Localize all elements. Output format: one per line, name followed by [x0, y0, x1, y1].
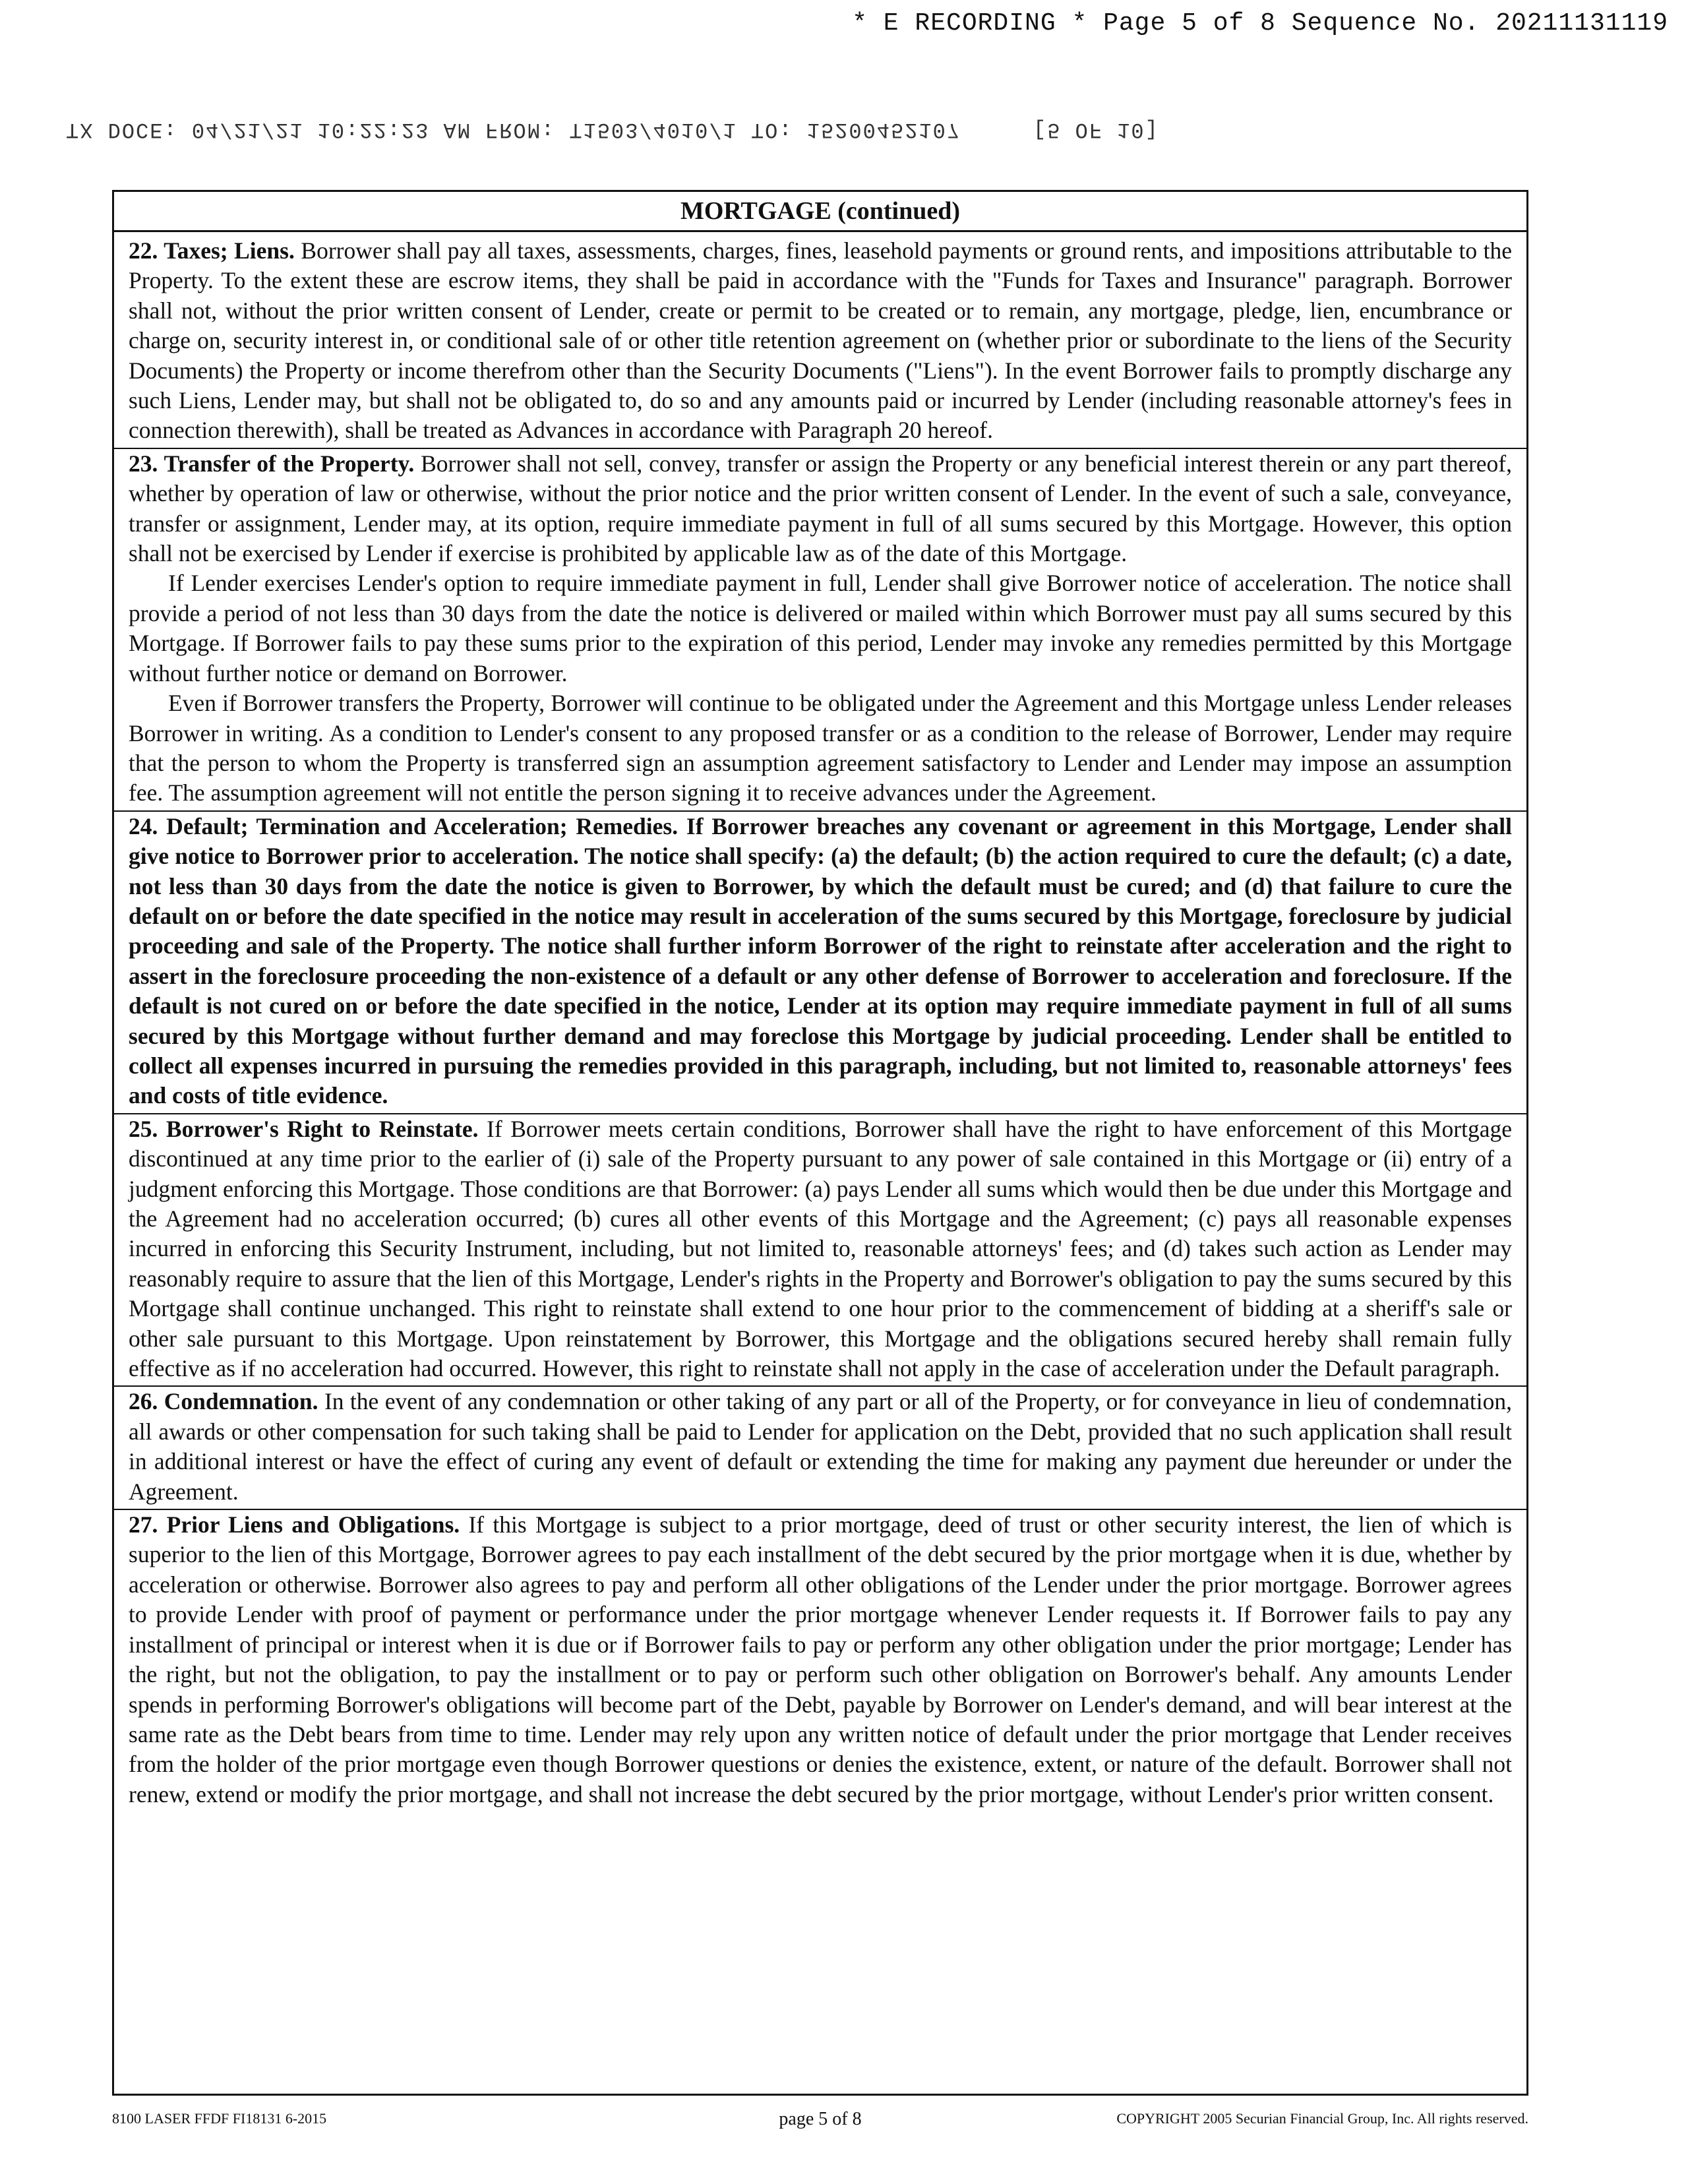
section-text: If this Mortgage is subject to a prior mortgage, deed of trust or other security interest, the lien of which is superior to the lien of this Mortgage, Borrower agrees to pay each installment of the debt secured by the prior mortgage when it is due, whether by acceleration or otherwise. Borrower also agrees to pay and perform all other obligations of the Lender under the prior mortgage. Borrower agrees to provide Lender with proof of payment or performance under the prior mortgage whenever Lender requests it. If Borrower fails to pay any installment of principal or interest when it is due or if Borrower fails to pay or perform any other obligation under the prior mortgage; Lender has the right, but not the obligation, to pay the installment or to pay or perform such other obligation on Borrower's behalf. Any amounts Lender spends in performing Borrower's obligations will become part of the Debt, payable by Borrower on Lender's demand, and will bear interest at the same rate as the Debt bears from time to time. Lender may rely upon any written notice of default under the prior mortgage that Lender receives from the holder of the prior mortgage even though Borrower questions or denies the existence, extent, or nature of the default. Borrower shall not renew, extend or modify the prior mortgage, and shall not increase the debt secured by the prior mortgage, without Lender's prior written consent.	[129, 1511, 1512, 1807]
section-condemnation	[114, 1387, 1526, 1510]
section-heading: 27. Prior Liens and Obligations.	[129, 1511, 460, 1538]
section-heading: 26. Condemnation.	[129, 1388, 318, 1415]
document-body	[114, 232, 1526, 1811]
fax-header-right: [5 OF 10]	[1033, 117, 1159, 142]
section-paragraph: If Lender exercises Lender's option to require immediate payment in full, Lender shall give Borrower notice of acceleration. The notice shall provide a period of not less than 30 days from the date the notice is delivered or mailed within which Borrower must pay all sums secured by this Mortgage. If Borrower fails to pay these sums prior to the expiration of this period, Lender may invoke any remedies permitted by this Mortgage without further notice or demand on Borrower.	[129, 570, 1512, 686]
section-right-to-reinstate	[114, 1114, 1526, 1387]
document-title: MORTGAGE (continued)	[114, 192, 1526, 232]
section-text: In the event of any condemnation or other taking of any part or all of the Property, or for conveyance in lieu of condemnation, all awards or other compensation for such taking shall be paid to Lender for application on the Debt, provided that no such application shall result in additional interest or have the effect of curing any event of default or extending the time for making any payment due hereunder or under the Agreement.	[129, 1388, 1512, 1505]
section-heading: 25. Borrower's Right to Reinstate.	[129, 1115, 479, 1142]
page-footer	[112, 2109, 1528, 2135]
section-text: If Borrower breaches any covenant or agreement in this Mortgage, Lender shall give notice to Borrower prior to acceleration. The notice shall specify: (a) the default; (b) the action required to cure the default; (c) a date, not less than 30 days from the date the notice is given to Borrower, by which the default must be cured; and (d) that failure to cure the default on or before the date specified in the notice may result in acceleration of the sums secured by this Mortgage, foreclosure by judicial proceeding and sale of the Property. The notice shall further inform Borrower of the right to reinstate after acceleration and the right to assert in the foreclosure proceeding the non-existence of a default or any other defense of Borrower to acceleration and foreclosure. If the default is not cured on or before the date specified in the notice, Lender at its option may require immediate payment in full of all sums secured by this Mortgage without further demand and may foreclose this Mortgage by judicial proceeding. Lender shall be entitled to collect all expenses incurred in pursuing the remedies provided in this paragraph, including, but not limited to, reasonable attorneys' fees and costs of title evidence.	[129, 812, 1513, 1109]
fax-header-left: TX DOCE: 04/21/21 10:22:23 AM FROM: T1503/4010/1 TO: 15200452107	[66, 117, 961, 142]
section-text: If Borrower meets certain conditions, Borrower shall have the right to have enforcement of this Mortgage discontinued at any time prior to the earlier of (i) sale of the Property pursuant to any power of sale contained in this Mortgage or (ii) entry of a judgment enforcing this Mortgage. Those conditions are that Borrower: (a) pays Lender all sums which would then be due under this Mortgage and the Agreement had no acceleration occurred; (b) cures all other events of this Mortgage and the Agreement; (c) pays all reasonable expenses incurred in enforcing this Security Instrument, including, but not limited to, reasonable attorneys' fees; and (d) takes such action as Lender may reasonably require to assure that the lien of this Mortgage, Lender's rights in the Property and Borrower's obligation to pay the sums secured by this Mortgage shall continue unchanged. This right to reinstate shall extend to one hour prior to the commencement of bidding at a sheriff's sale or other sale pursuant to this Mortgage. Upon reinstatement by Borrower, this Mortgage and the obligations secured hereby shall remain fully effective as if no acceleration had occurred. However, this right to reinstate shall not apply in the case of acceleration under the Default paragraph.	[129, 1115, 1512, 1382]
recording-header: * E RECORDING * Page 5 of 8 Sequence No. 20211131119	[852, 9, 1668, 38]
section-text: Borrower shall not sell, convey, transfer or assign the Property or any beneficial interest therein or any part thereof, whether by operation of law or otherwise, without the prior notice and the prior written consent of Lender. In the event of such a sale, conveyance, transfer or assignment, Lender may, at its option, require immediate payment in full of all sums secured by this Mortgage. However, this option shall not be exercised by Lender if exercise is prohibited by applicable law as of the date of this Mortgage.	[129, 450, 1512, 567]
form-id: 8100 LASER FFDF FI18131 6-2015	[112, 2110, 327, 2127]
section-taxes-liens	[114, 236, 1526, 449]
section-heading: 23. Transfer of the Property.	[129, 450, 415, 477]
section-paragraph: Even if Borrower transfers the Property, Borrower will continue to be obligated under the Agreement and this Mortgage unless Lender releases Borrower in writing. As a condition to Lender's consent to any proposed transfer or as a condition to the release of Borrower, Lender may require that the person to whom the Property is transferred sign an assumption agreement satisfactory to Lender and Lender may impose an assumption fee. The assumption agreement will not entitle the person signing it to receive advances under the Agreement.	[129, 690, 1512, 806]
section-heading: 22. Taxes; Liens.	[129, 237, 295, 264]
fax-transmission-header	[66, 117, 1159, 142]
document-frame	[112, 190, 1528, 2096]
section-heading: 24. Default; Termination and Acceleration; Remedies.	[129, 812, 678, 839]
section-default-remedies	[114, 812, 1526, 1114]
section-transfer-of-property	[114, 449, 1526, 812]
copyright-notice: COPYRIGHT 2005 Securian Financial Group, Inc. All rights reserved.	[1116, 2110, 1528, 2127]
page-number: page 5 of 8	[779, 2109, 862, 2129]
section-prior-liens	[114, 1510, 1526, 1811]
section-text: Borrower shall pay all taxes, assessments, charges, fines, leasehold payments or ground rents, and impositions attributable to the Property. To the extent these are escrow items, they shall be paid in accordance with the "Funds for Taxes and Insurance" paragraph. Borrower shall not, without the prior written consent of Lender, create or permit to be created or to remain, any mortgage, pledge, lien, encumbrance or charge on, security interest in, or conditional sale of or other title retention agreement on (whether prior or subordinate to the liens of the Security Documents) the Property or income therefrom other than the Security Documents ("Liens"). In the event Borrower fails to promptly discharge any such Liens, Lender may, but shall not be obligated to, do so and any amounts paid or incurred by Lender (including reasonable attorney's fees in connection therewith), shall be treated as Advances in accordance with Paragraph 20 hereof.	[129, 237, 1513, 444]
